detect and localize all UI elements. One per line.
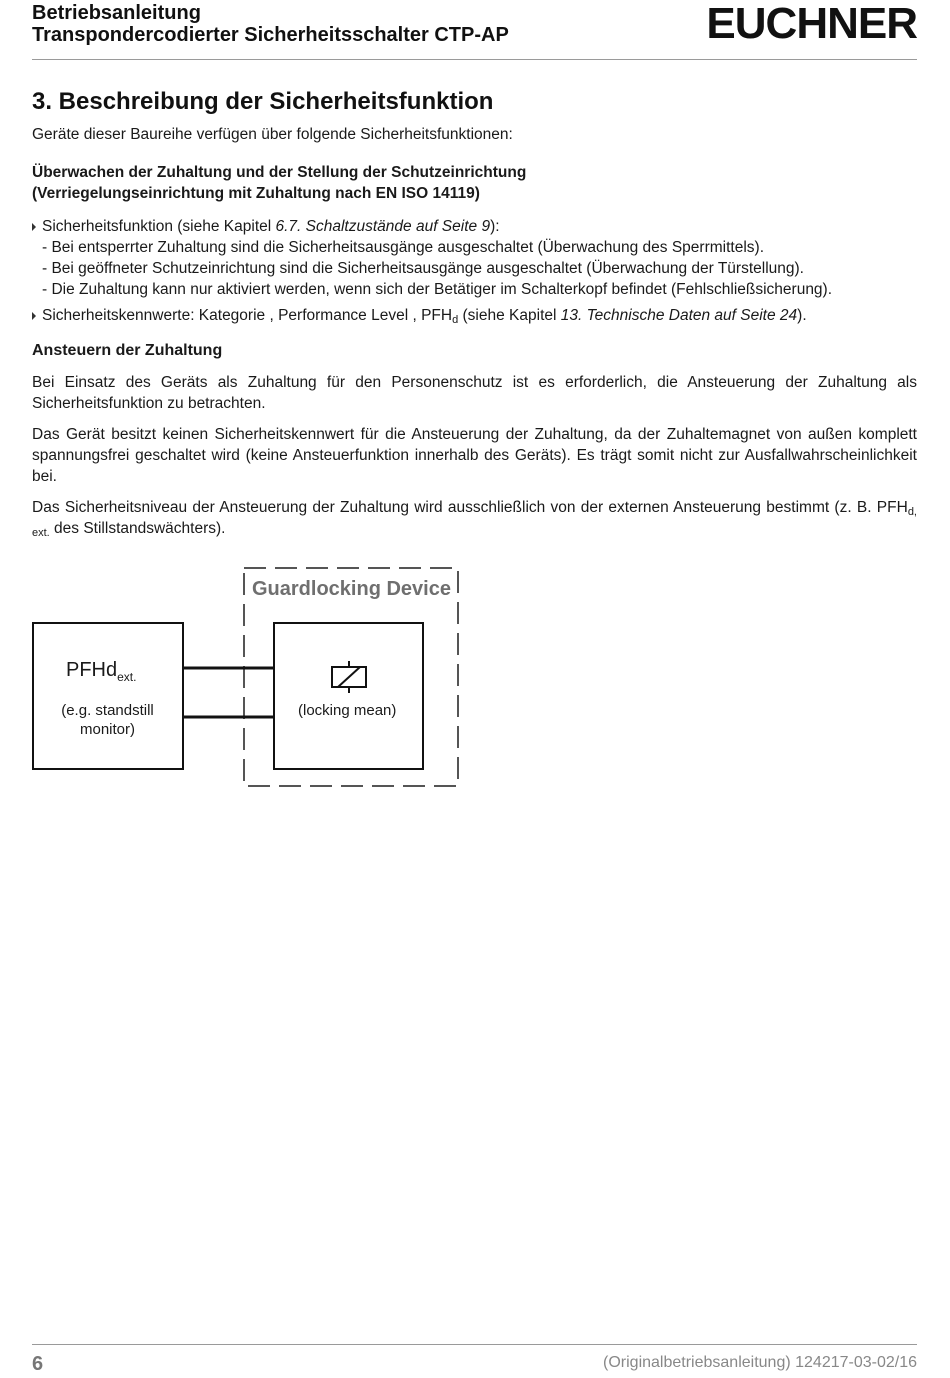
para3-end: des Stillstandswächters). <box>49 520 226 537</box>
bullet2-prefix: Sicherheitskennwerte: Kategorie , Performance Level , PFH <box>42 307 453 324</box>
locking-mean-caption: (locking mean) <box>298 702 397 719</box>
sub-item-door-open: - Bei geöffneter Schutzeinrichtung sind die Sicherheitsausgänge ausgeschaltet (Überwachung der Türstellung). <box>42 260 804 277</box>
sub-item-list <box>42 237 917 300</box>
list-item-safety-function <box>32 216 917 300</box>
sub-item-misclosure: - Die Zuhaltung kann nur aktiviert werden, wenn sich der Betätiger im Schalterkopf befindet (Fehlschließsicherung). <box>42 281 833 298</box>
function-subheading <box>32 162 917 204</box>
list-item-safety-values <box>32 305 917 326</box>
guardlocking-diagram <box>32 565 462 790</box>
standstill-monitor-caption: (e.g. standstill monitor) <box>61 702 154 738</box>
footer-divider <box>32 1344 917 1345</box>
ansteuern-heading: Ansteuern der Zuhaltung <box>32 342 223 359</box>
page-header <box>32 0 917 60</box>
function-list <box>32 216 917 326</box>
document-reference: (Originalbetriebsanleitung) 124217-03-02/16 <box>603 1354 917 1371</box>
bullet1-prefix: Sicherheitsfunktion (siehe Kapitel <box>42 218 276 235</box>
pfh-ext-label <box>66 659 136 682</box>
para3-start: Das Sicherheitsniveau der Ansteuerung der Zuhaltung wird ausschließlich von der externen Ansteuerung bestimmt (z. B. PFH <box>32 499 908 516</box>
section-intro: Geräte dieser Baureihe verfügen über folgende Sicherheitsfunktionen: <box>32 126 513 143</box>
bullet-triangle-icon <box>32 223 36 231</box>
para3-subscript: d, ext. <box>32 506 917 539</box>
chapter-link-switching-states[interactable]: 6.7. Schaltzustände auf Seite 9 <box>275 218 491 235</box>
subheading-line-1: Überwachen der Zuhaltung und der Stellung der Schutzeinrichtung <box>32 164 527 181</box>
product-title: Transpondercodierter Sicherheitsschalter CTP-AP <box>32 24 509 46</box>
sub-item-unlocked: - Bei entsperrter Zuhaltung sind die Sicherheitsausgänge ausgeschaltet (Überwachung des Sperrmittels). <box>42 239 764 256</box>
bullet1-suffix: ): <box>490 218 500 235</box>
header-divider <box>32 59 917 60</box>
paragraph-no-safety-value: Das Gerät besitzt keinen Sicherheitskennwert für die Ansteuerung der Zuhaltung, da der Zuhaltemagnet von außen komplett spannungsfrei geschaltet wird (keine Ansteuerfunktion innerhalb des Geräts). Es trägt somit nicht zur Ausfallwahrscheinlichkeit bei. <box>32 426 917 485</box>
paragraph-personal-protection: Bei Einsatz des Geräts als Zuhaltung für den Personenschutz ist es erforderlich, die Ansteuerung der Zuhaltung als Sicherheitsfunktion zu betrachten. <box>32 374 917 412</box>
pfh-sub: ext. <box>117 670 137 684</box>
bullet-triangle-icon <box>32 312 36 320</box>
diagram-title: Guardlocking Device <box>252 578 451 600</box>
subheading-line-2: (Verriegelungseinrichtung mit Zuhaltung nach EN ISO 14119) <box>32 185 480 202</box>
standstill-monitor-box <box>33 623 183 769</box>
solenoid-coil-icon <box>332 661 366 693</box>
pfh-main: PFHd <box>66 659 118 681</box>
main-content <box>32 86 917 539</box>
bullet2-subscript: d <box>452 314 459 326</box>
bullet2-suffix: ). <box>797 307 807 324</box>
euchner-logo: EUCHNER <box>706 0 917 48</box>
locking-mean-box <box>274 623 423 769</box>
chapter-link-technical-data[interactable]: 13. Technische Daten auf Seite 24 <box>560 307 798 324</box>
paragraph-safety-level <box>32 497 917 539</box>
bullet2-middle: (siehe Kapitel <box>458 307 561 324</box>
document-type: Betriebsanleitung <box>32 2 201 24</box>
page-number: 6 <box>32 1353 44 1375</box>
section-title: 3. Beschreibung der Sicherheitsfunktion <box>32 88 494 115</box>
